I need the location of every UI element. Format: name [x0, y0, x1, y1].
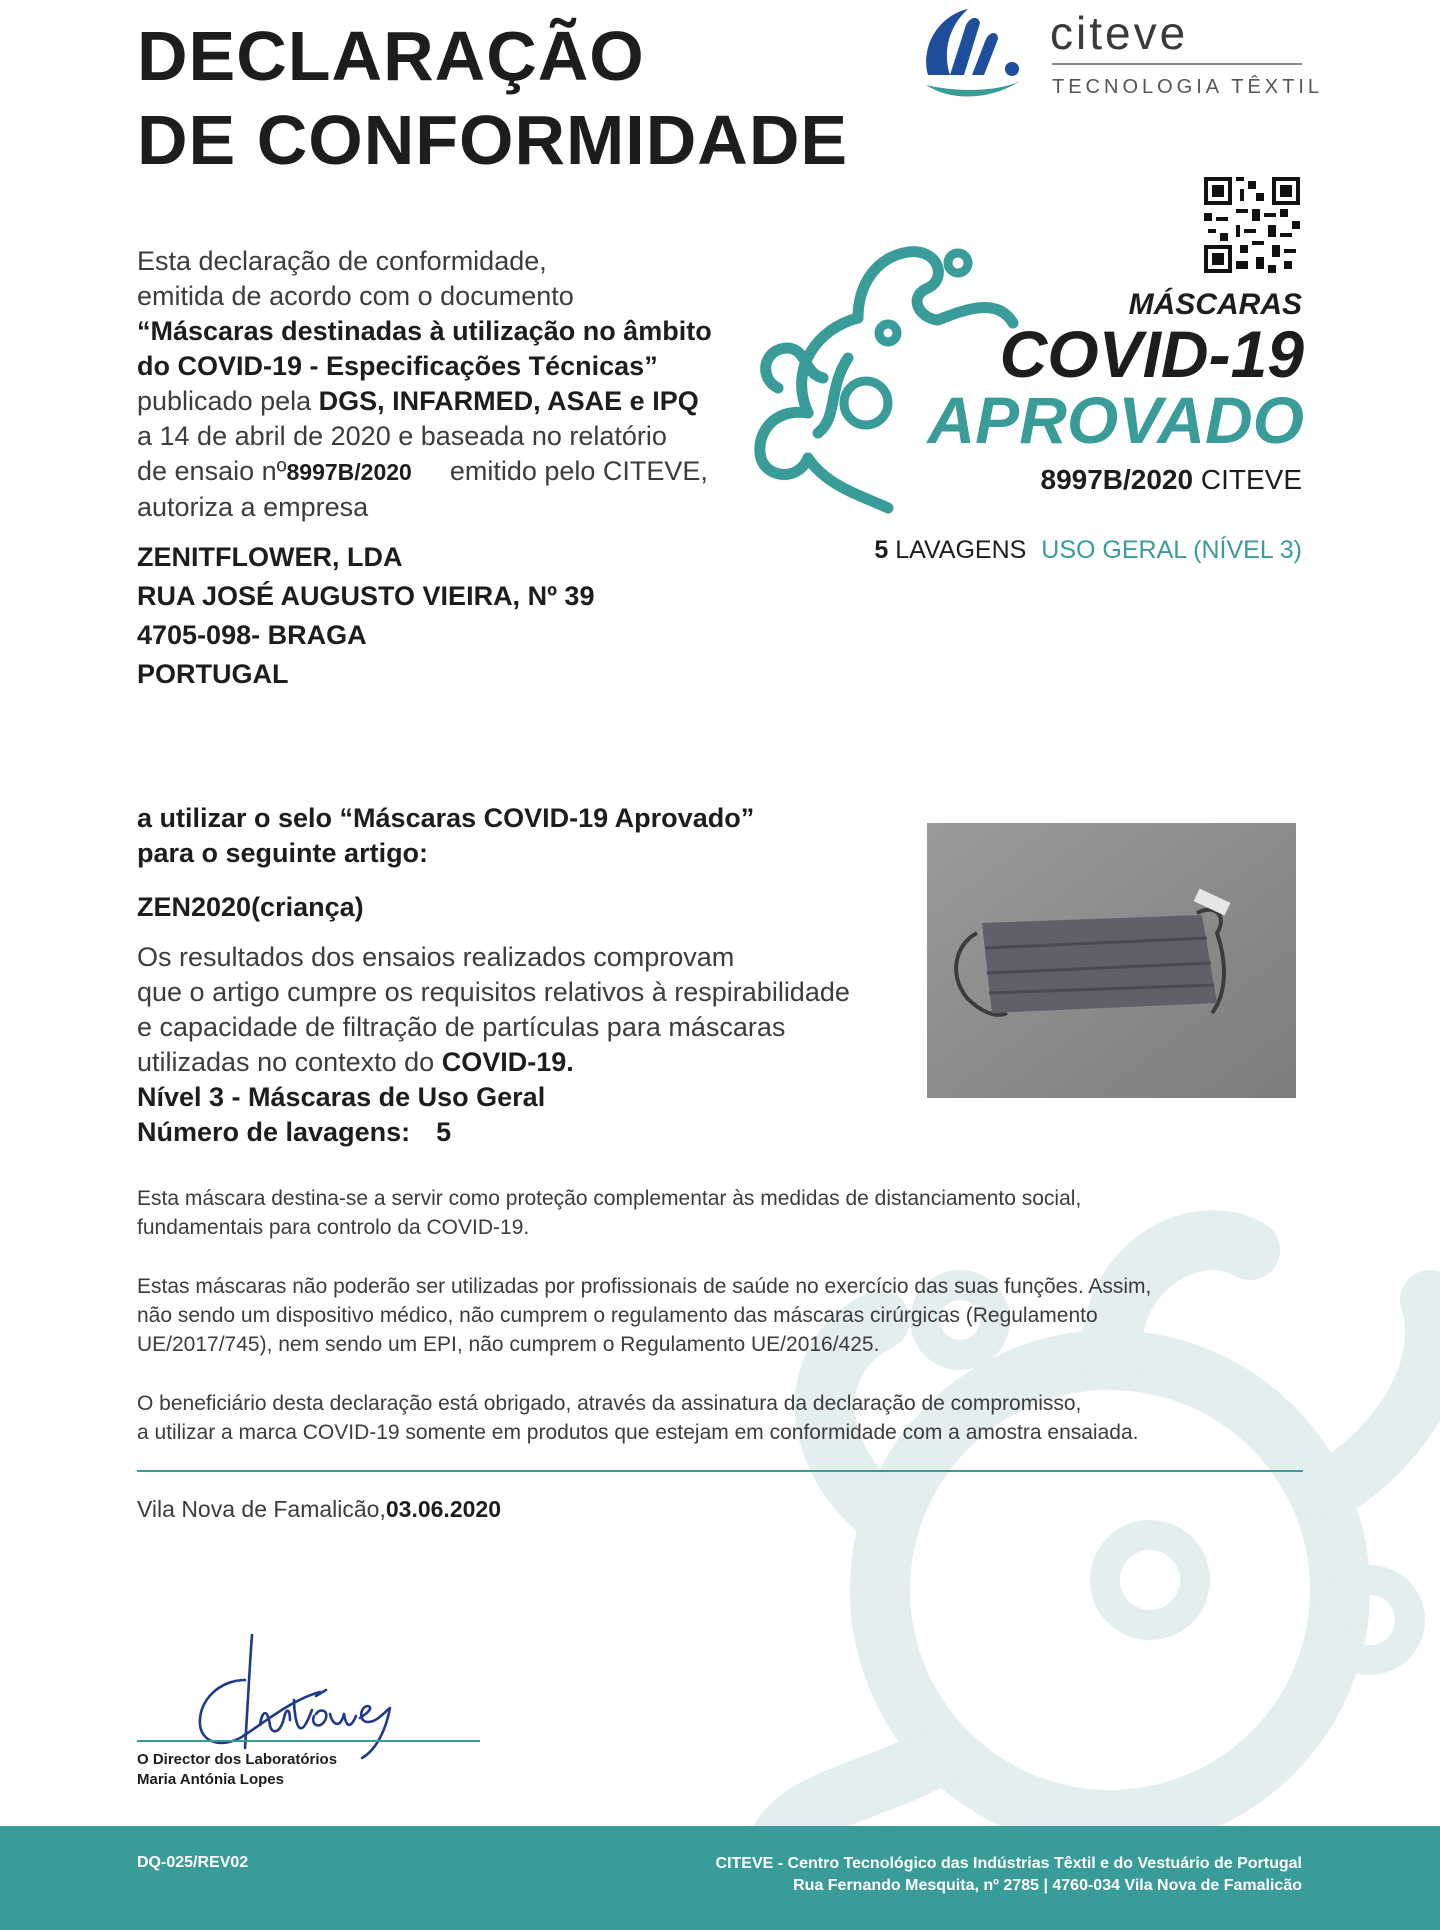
intro-line — [137, 454, 777, 490]
intro-text: de ensaio nº — [137, 456, 287, 486]
note-line: a utilizar a marca COVID-19 somente em produtos que estejam em conformidade com a amostra ensaiada. — [137, 1421, 1139, 1444]
note-paragraph-1 — [137, 1184, 1307, 1242]
report-number: 8997B/2020 — [286, 459, 412, 485]
note-line: UE/2017/745), nem sendo um EPI, não cumprem o Regulamento UE/2016/425. — [137, 1333, 880, 1356]
intro-text: emitido pelo CITEVE, — [449, 456, 708, 486]
intro-text: publicado pela — [137, 386, 319, 416]
footer-address — [580, 1853, 1302, 1897]
results-level: Nível 3 - Máscaras de Uso Geral — [137, 1082, 546, 1112]
document-title — [137, 14, 848, 182]
seal-reference — [960, 464, 1302, 496]
note-line: O beneficiário desta declaração está obrigado, através da assinatura da declaração de compromisso, — [137, 1392, 1082, 1415]
usage-line: a utilizar o selo “Máscaras COVID-19 Aprovado” — [137, 803, 755, 833]
seal-org: CITEVE — [1200, 464, 1302, 495]
logo-divider — [1052, 63, 1302, 65]
usage-line: para o seguinte artigo: — [137, 838, 429, 868]
seal-approved-text: APROVADO — [927, 383, 1304, 457]
note-line: não sendo um dispositivo médico, não cumprem o regulamento das máscaras cirúrgicas (Regulamento — [137, 1304, 1098, 1327]
article-name: ZEN2020(criança) — [137, 892, 364, 922]
intro-line: emitida de acordo com o documento — [137, 281, 574, 311]
signatory-role: O Director dos Laboratórios — [137, 1751, 338, 1768]
document-name-line: “Máscaras destinadas à utilização no âmbito — [137, 316, 712, 346]
intro-line: Esta declaração de conformidade, — [137, 246, 547, 276]
section-divider — [137, 1470, 1303, 1472]
footer-street: Rua Fernando Mesquita, nº 2785 | 4760-034 Vila Nova de Famalicão — [793, 1877, 1302, 1894]
note-line: Estas máscaras não poderão ser utilizadas por profissionais de saúde no exercício das suas funções. Assim, — [137, 1275, 1152, 1298]
logo-tagline: TECNOLOGIA TÊXTIL — [1052, 76, 1324, 98]
company-block — [137, 538, 594, 694]
results-line: que o artigo cumpre os requisitos relativos à respirabilidade — [137, 977, 850, 1007]
place-city: Vila Nova de Famalicão, — [137, 1496, 386, 1522]
citeve-logo-icon — [920, 5, 1026, 103]
intro-paragraph — [137, 244, 777, 525]
results-text: utilizadas no contexto do — [137, 1047, 442, 1077]
signature-line — [137, 1740, 480, 1742]
signatory — [137, 1750, 337, 1790]
title-line-1: DECLARAÇÃO — [137, 17, 645, 95]
qr-code-icon — [1204, 177, 1300, 273]
footer-document-code: DQ-025/REV02 — [137, 1854, 249, 1871]
seal-washes-number: 5 — [874, 536, 889, 564]
washes-label: Número de lavagens: — [137, 1117, 411, 1147]
results-line: e capacidade de filtração de partículas para máscaras — [137, 1012, 786, 1042]
virus-watermark-icon — [730, 1160, 1440, 1860]
logo-name: citeve — [1050, 7, 1189, 59]
seal-covid-text: COVID-19 — [999, 317, 1304, 391]
intro-line: autoriza a empresa — [137, 492, 369, 522]
title-line-2: DE CONFORMIDADE — [137, 101, 849, 179]
company-country: PORTUGAL — [137, 659, 289, 689]
place-date — [137, 1496, 501, 1523]
seal-washes-label: LAVAGENS — [895, 536, 1027, 564]
intro-line: a 14 de abril de 2020 e baseada no relatório — [137, 421, 667, 451]
seal-report-number: 8997B/2020 — [1040, 464, 1194, 495]
signatory-name: Maria Antónia Lopes — [137, 1771, 284, 1788]
mask-photo — [927, 823, 1296, 1098]
seal-level: USO GERAL (NÍVEL 3) — [1041, 536, 1302, 564]
results-line — [137, 1045, 897, 1080]
results-washes — [137, 1115, 897, 1150]
note-line: Esta máscara destina-se a servir como proteção complementar às medidas de distanciamento social, — [137, 1187, 1082, 1210]
seal-masks-word: MÁSCARAS — [1128, 288, 1302, 321]
company-name: ZENITFLOWER, LDA — [137, 542, 403, 572]
washes-value: 5 — [436, 1117, 452, 1147]
note-paragraph-2 — [137, 1272, 1307, 1359]
results-line: Os resultados dos ensaios realizados comprovam — [137, 942, 735, 972]
note-paragraph-3 — [137, 1389, 1307, 1447]
usage-statement — [137, 801, 754, 871]
note-line: fundamentais para controlo da COVID-19. — [137, 1216, 530, 1239]
results-bold: COVID-19. — [441, 1047, 574, 1077]
seal-wash-info — [820, 536, 1302, 565]
company-street: RUA JOSÉ AUGUSTO VIEIRA, Nº 39 — [137, 581, 595, 611]
intro-line — [137, 384, 777, 419]
company-postal: 4705-098- BRAGA — [137, 620, 367, 650]
issue-date: 03.06.2020 — [385, 1496, 501, 1522]
footer-org: CITEVE - Centro Tecnológico das Indústrias Têxtil e do Vestuário de Portugal — [715, 1855, 1302, 1872]
results-paragraph — [137, 940, 897, 1150]
issuers: DGS, INFARMED, ASAE e IPQ — [318, 386, 699, 416]
document-name-line: do COVID-19 - Especificações Técnicas” — [137, 351, 658, 381]
